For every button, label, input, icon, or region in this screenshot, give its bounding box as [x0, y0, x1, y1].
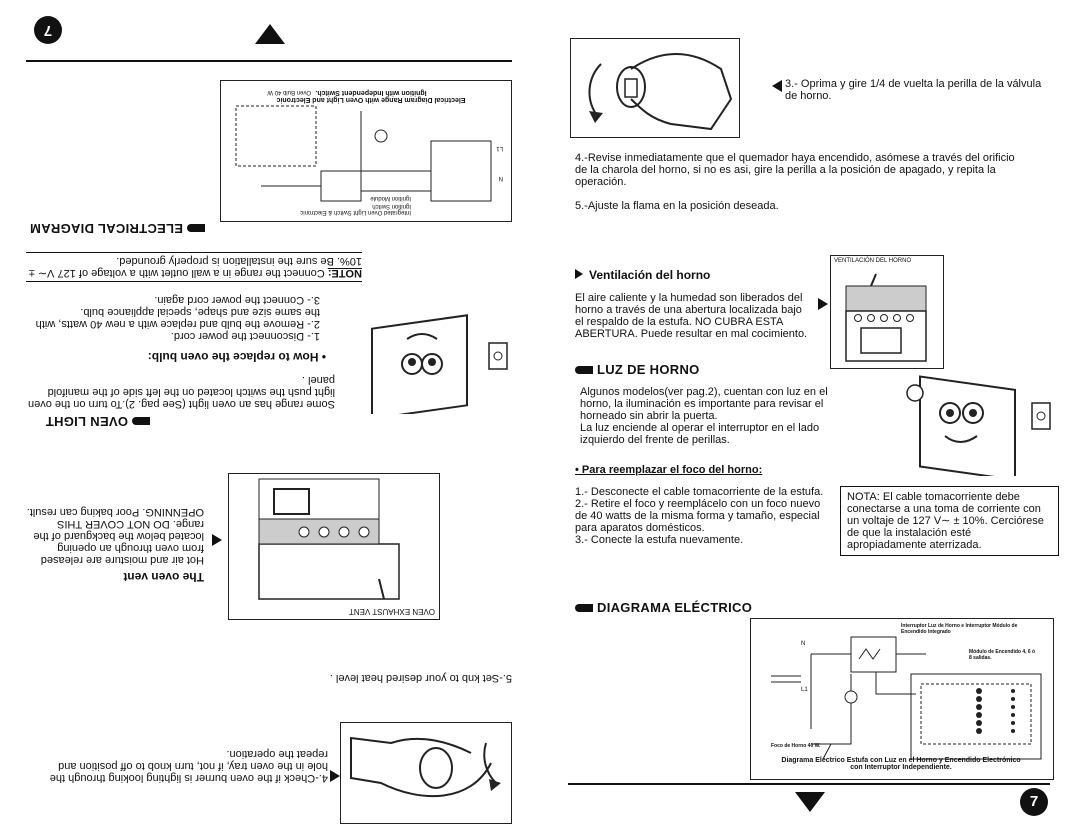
replace-step-3: 3.- Connect the power cord again. — [154, 294, 320, 306]
step3-text: 3.- Oprima y gire 1/4 de vuelta la perilla de la válvula de horno. — [785, 78, 1042, 102]
diag-n-label: N — [498, 175, 503, 181]
diag-l1-label: L1 — [496, 145, 503, 151]
down-triangle-icon — [255, 24, 285, 44]
pointer-arrow-icon — [330, 770, 340, 782]
diag-module-label: Ignition Module — [370, 195, 411, 201]
vent-text: Hot air and moisture are released from oven through an opening located below the backguard of the range. DO NOT COVER THIS OPENNING. Poor baking can result. — [26, 506, 204, 566]
step5-text: 5.-Set knb to your desired heat level . — [329, 672, 512, 684]
hand-pointer-icon — [575, 366, 593, 374]
replace-step-3: 3.- Conecte la estufa nuevamente. — [575, 534, 744, 546]
diag-l1-label: L1 — [801, 687, 808, 693]
oven-light-text: Some range has an oven light (See pag. 2).To turn on the oven light push the switch located on the left side of the manifold panel . — [28, 374, 335, 410]
spanish-page — [540, 0, 1080, 834]
oven-light-heading — [575, 362, 700, 377]
vent-caption: OVEN EXHAUST VENT — [348, 607, 435, 616]
vent-illustration — [830, 255, 944, 369]
oven-light-label: OVEN LIGHT — [45, 414, 128, 429]
bullet-arrow-icon — [575, 269, 583, 279]
pointer-arrow-icon — [772, 80, 782, 92]
page-number-badge: 7 — [1020, 788, 1048, 816]
replace-step-1: 1.- Desconecte el cable tomacorriente de la estufa. — [575, 486, 824, 498]
oven-light-text: Algunos modelos(ver pag.2), cuentan con luz en el horno, la iluminación es importante para revisar el horneado sin abrir la puerta. La luz enciende al operar el interruptor en el lado izquierdo del frente de perillas. — [580, 386, 828, 446]
step5-text: 5.-Ajuste la flama en la posición deseada. — [575, 200, 779, 212]
knob-illustration — [570, 38, 740, 138]
vent-text: El aire caliente y la humedad son liberados del horno a través de una abertura localizada bajo el respaldo de la estufa. NO CUBRA ESTA ABERTURA. Puede resultar en mal cocimiento. — [575, 292, 808, 340]
knob-illustration — [340, 722, 512, 824]
electrical-diagram — [220, 80, 512, 222]
vent-heading-label: Ventilación del horno — [589, 268, 711, 282]
diag-bulb-label: Oven Bulb 40 W — [267, 89, 311, 95]
step4-text: 4.-Revise inmediatamente que el quemador haya encendido, asómese a través del orificio de la charola del horno, si no es asi, gire la perilla a la posición de apagado, y repita la operación. — [575, 152, 1015, 188]
note-box — [26, 252, 362, 282]
electrical-diagram-label: DIAGRAMA ELÉCTRICO — [597, 600, 753, 615]
electrical-diagram-label: ELECTRICAL DIAGRAM — [29, 221, 183, 236]
pointer-arrow-icon — [818, 298, 828, 310]
vent-heading — [575, 268, 710, 282]
step4-text: 4.-Check if the oven burner is lighting looking through the hole in the oven tray, if not, turn knob to off position and repeat the operation. — [49, 748, 328, 784]
bottom-rule — [568, 783, 1050, 785]
pointer-arrow-icon — [212, 534, 222, 546]
note-text: Connect the range in a wall outlet with a voltage of 127 V∼ ± 10%. Be sure the installation is properly grounded. — [28, 255, 362, 279]
page-number-badge: 7 — [34, 16, 62, 44]
vent-heading: The oven vent — [123, 570, 204, 584]
hand-pointer-icon — [187, 224, 205, 232]
oven-light-label: LUZ DE HORNO — [597, 362, 700, 377]
diag-caption: Electrical Diagram Range with Oven Light and Electronic Ignition with Independent Switch. — [276, 89, 466, 103]
stove-mascot-illustration — [352, 294, 512, 414]
diag-bulb-label: Foco de Horno 40 W. — [771, 743, 821, 749]
vent-caption: VENTILACIÓN DEL HORNO — [834, 258, 912, 264]
replace-heading: • How to replace the oven bulb: — [147, 350, 326, 364]
replace-steps — [24, 294, 320, 342]
electrical-diagram-heading — [30, 221, 205, 236]
electrical-diagram — [750, 618, 1054, 780]
down-triangle-icon — [795, 792, 825, 812]
stove-mascot-illustration — [895, 358, 1055, 476]
oven-light-heading — [46, 414, 150, 429]
diag-switch-label: Integrated Oven Light Switch & Electronic Ignition Switch — [300, 203, 411, 215]
diag-switch-label: Interruptor Luz de Horno e Interruptor Módulo de Encendido Integrado — [901, 623, 1018, 635]
replace-step-2: 2.- Retire el foco y reemplácelo con un foco nuevo de 40 watts de la misma forma y tamaño, especial para aparatos domésticos. — [575, 498, 821, 534]
bottom-rule — [26, 60, 512, 62]
hand-pointer-icon — [132, 417, 150, 425]
electrical-diagram-heading — [575, 600, 752, 615]
replace-step-2: 2.- Remove the bulb and replace with a new 40 watts, with the same size and shape, special appliance bulb. — [35, 306, 320, 330]
replace-step-1: 1.- Disconnect the power cord. — [170, 330, 320, 342]
diag-caption: Diagrama Eléctrico Estufa con Luz en el Horno y Encendido Electrónico con Interruptor Independiente. — [781, 757, 1021, 771]
replace-steps — [575, 486, 830, 546]
diag-module-label: Módulo de Encendido 4, 6 ó 8 salidas. — [969, 649, 1036, 661]
vent-illustration — [228, 473, 440, 620]
diag-n-label: N — [801, 641, 806, 647]
replace-heading: • Para reemplazar el foco del horno: — [575, 464, 763, 476]
note-box: NOTA: El cable tomacorriente debe conectarse a una toma de corriente con un voltaje de 127 V∼ ± 10%. Cerciórese de que la instalación esté apropiadamente aterrizada. — [840, 486, 1059, 556]
hand-pointer-icon — [575, 604, 593, 612]
note-label: NOTE: — [327, 267, 362, 279]
